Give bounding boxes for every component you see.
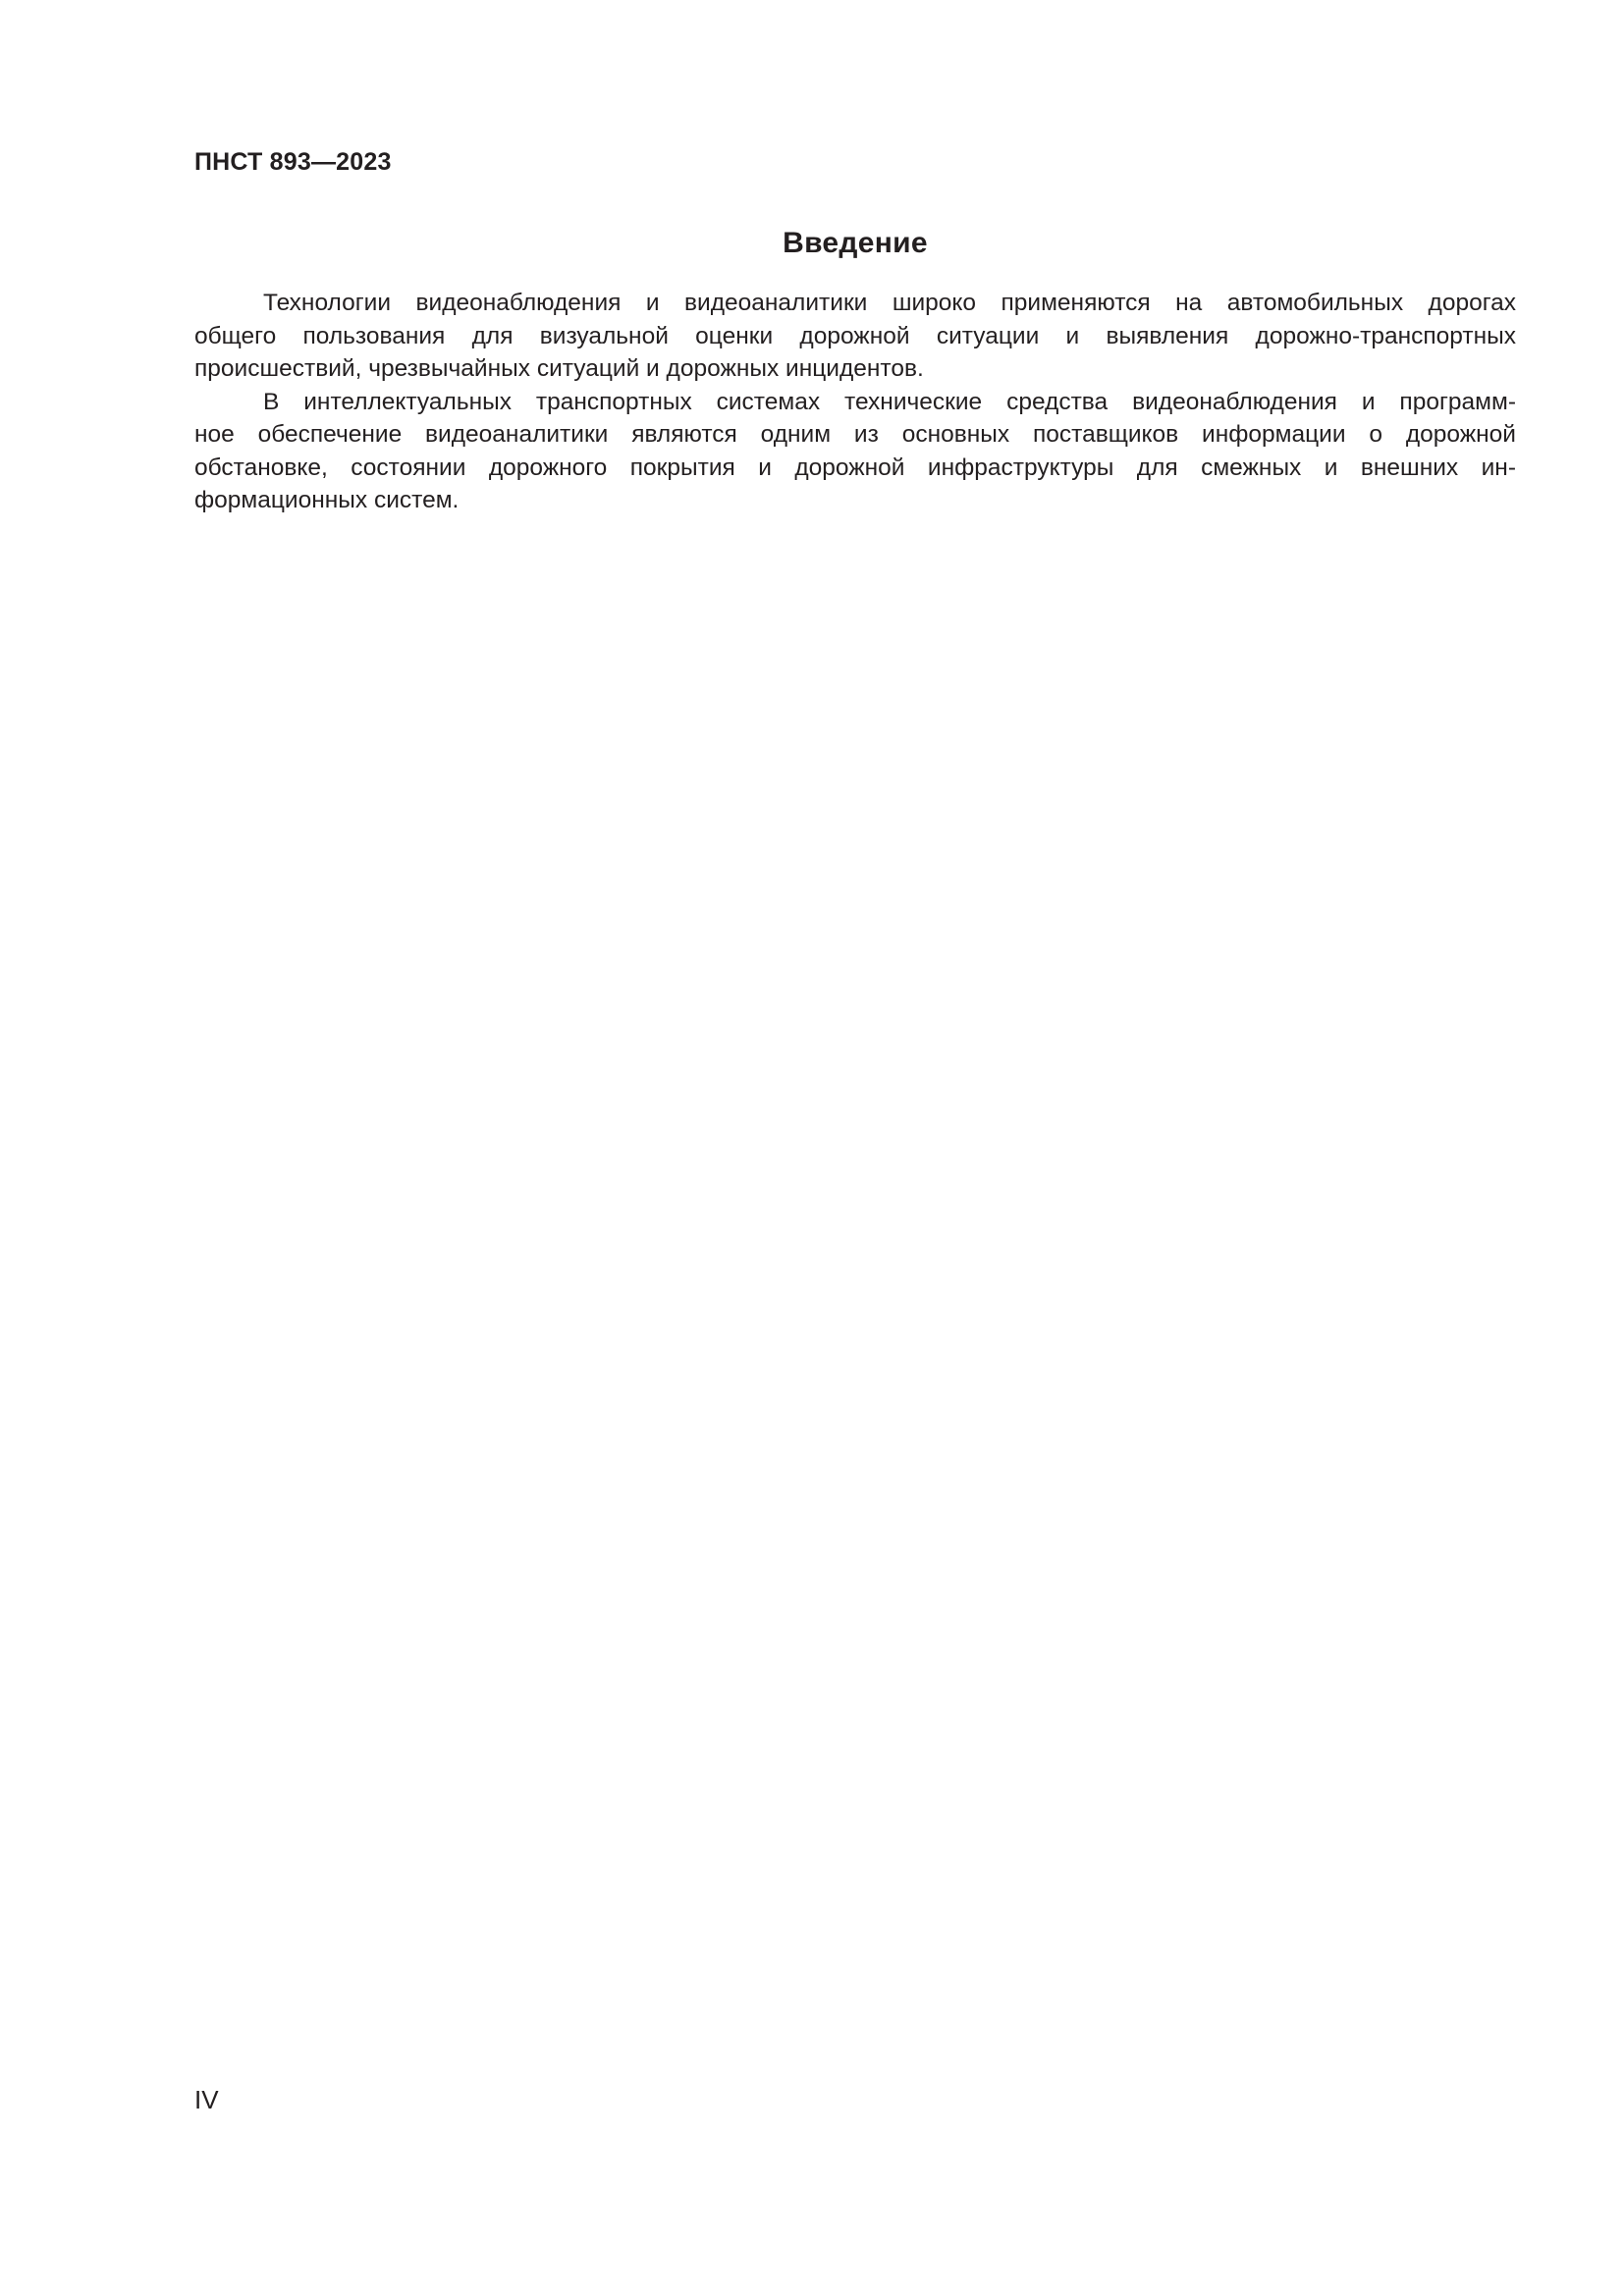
page-number: IV bbox=[194, 2085, 219, 2114]
body-text bbox=[194, 287, 1516, 517]
paragraph-2 bbox=[194, 386, 1516, 517]
paragraph-1 bbox=[194, 287, 1516, 386]
paragraph-line: Технологии видеонаблюдения и видеоаналитики широко применяются на автомобильных дорогах bbox=[263, 290, 1516, 316]
paragraph-line: обстановке, состоянии дорожного покрытия и дорожной инфраструктуры для смежных и внешних ин- bbox=[194, 454, 1516, 481]
paragraph-line: В интеллектуальных транспортных системах технические средства видеонаблюдения и программ- bbox=[263, 388, 1516, 415]
paragraph-line: формационных систем. bbox=[194, 487, 460, 513]
paragraph-line: общего пользования для визуальной оценки дорожной ситуации и выявления дорожно-транспортных bbox=[194, 322, 1516, 349]
section-title: Введение bbox=[783, 227, 928, 259]
paragraph-line: происшествий, чрезвычайных ситуаций и дорожных инцидентов. bbox=[194, 355, 924, 382]
document-code: ПНСТ 893—2023 bbox=[194, 148, 392, 176]
paragraph-line: ное обеспечение видеоаналитики являются одним из основных поставщиков информации о дорожной bbox=[194, 421, 1516, 448]
